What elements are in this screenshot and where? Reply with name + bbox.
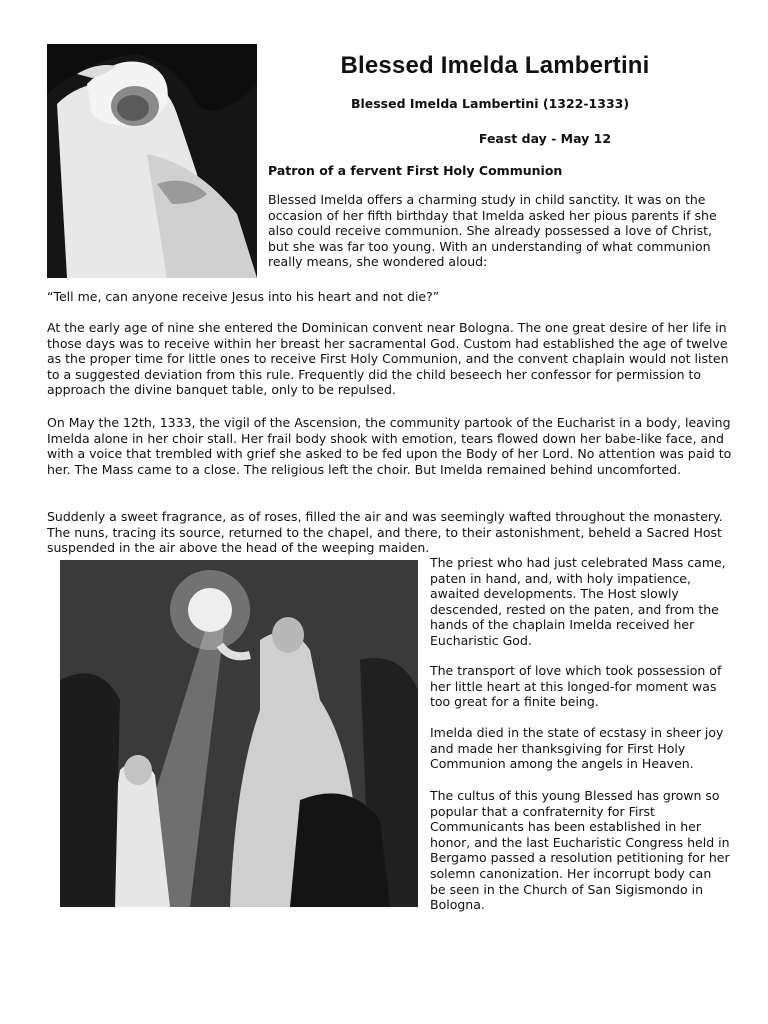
miracle-paragraph: Suddenly a sweet fragrance, as of roses, filled the air and was seemingly wafted throughout the monastery. The nuns, tracing its source, returned to the chapel, and there, to their astonishment, beheld a Sacred Host suspended in the air above the head of the weeping maiden. (47, 509, 723, 556)
convent-paragraph: At the early age of nine she entered the Dominican convent near Bologna. The one great desire of her life in those days was to receive within her breast her sacramental God. Custom had established the age of twelve as the proper time for little ones to receive First Holy Communion, and the convent chaplain would not listen to a suggested deviation from this rule. Frequently did the child beseech her confessor for permission to approach the divine banquet table, only to be repulsed. (47, 320, 729, 398)
intro-paragraph: Blessed Imelda offers a charming study in child sanctity. It was on the occasion of her fifth birthday that Imelda asked her pious parents if she also could receive communion. She already possessed a love of Christ, but she was far too young. With an understanding of what communion really means, she wondered aloud: (268, 192, 717, 270)
imelda-portrait-photo (47, 44, 257, 278)
subtitle-dates: Blessed Imelda Lambertini (1322-1333) (350, 96, 630, 111)
feast-day: Feast day - May 12 (478, 131, 612, 146)
page-title: Blessed Imelda Lambertini (340, 52, 650, 79)
transport-paragraph: The transport of love which took possession of her little heart at this longed-for moment was too great for a finite being. (430, 663, 722, 710)
miracle-engraving-illustration (60, 560, 418, 907)
vigil-paragraph: On May the 12th, 1333, the vigil of the Ascension, the community partook of the Eucharist in a body, leaving Imelda alone in her choir stall. Her frail body shook with emotion, tears flowed down her babe-like face, and with a voice that trembled with grief she asked to be fed upon the Body of her Lord. No attention was paid to her. The Mass came to a close. The religious left the choir. But Imelda remained behind uncomforted. (47, 415, 732, 477)
cultus-paragraph: The cultus of this young Blessed has grown so popular that a confraternity for First Communicants has been established in her honor, and the last Eucharistic Congress held in Bergamo passed a resolution petitioning for her solemn canonization. Her incorrupt body can be seen in the Church of San Sigismondo in Bologna. (430, 788, 730, 913)
miracle-paragraph-continued: The priest who had just celebrated Mass came, paten in hand, and, with holy impatience, awaited developments. The Host slowly descended, rested on the paten, and from the hands of the chaplain Imelda received her Eucharistic God. (430, 555, 726, 648)
quote-paragraph: “Tell me, can anyone receive Jesus into his heart and not die?” (47, 289, 440, 304)
death-paragraph: Imelda died in the state of ecstasy in sheer joy and made her thanksgiving for First Holy Communion among the angels in Heaven. (430, 725, 724, 772)
patron-heading: Patron of a fervent First Holy Communion (268, 163, 563, 178)
